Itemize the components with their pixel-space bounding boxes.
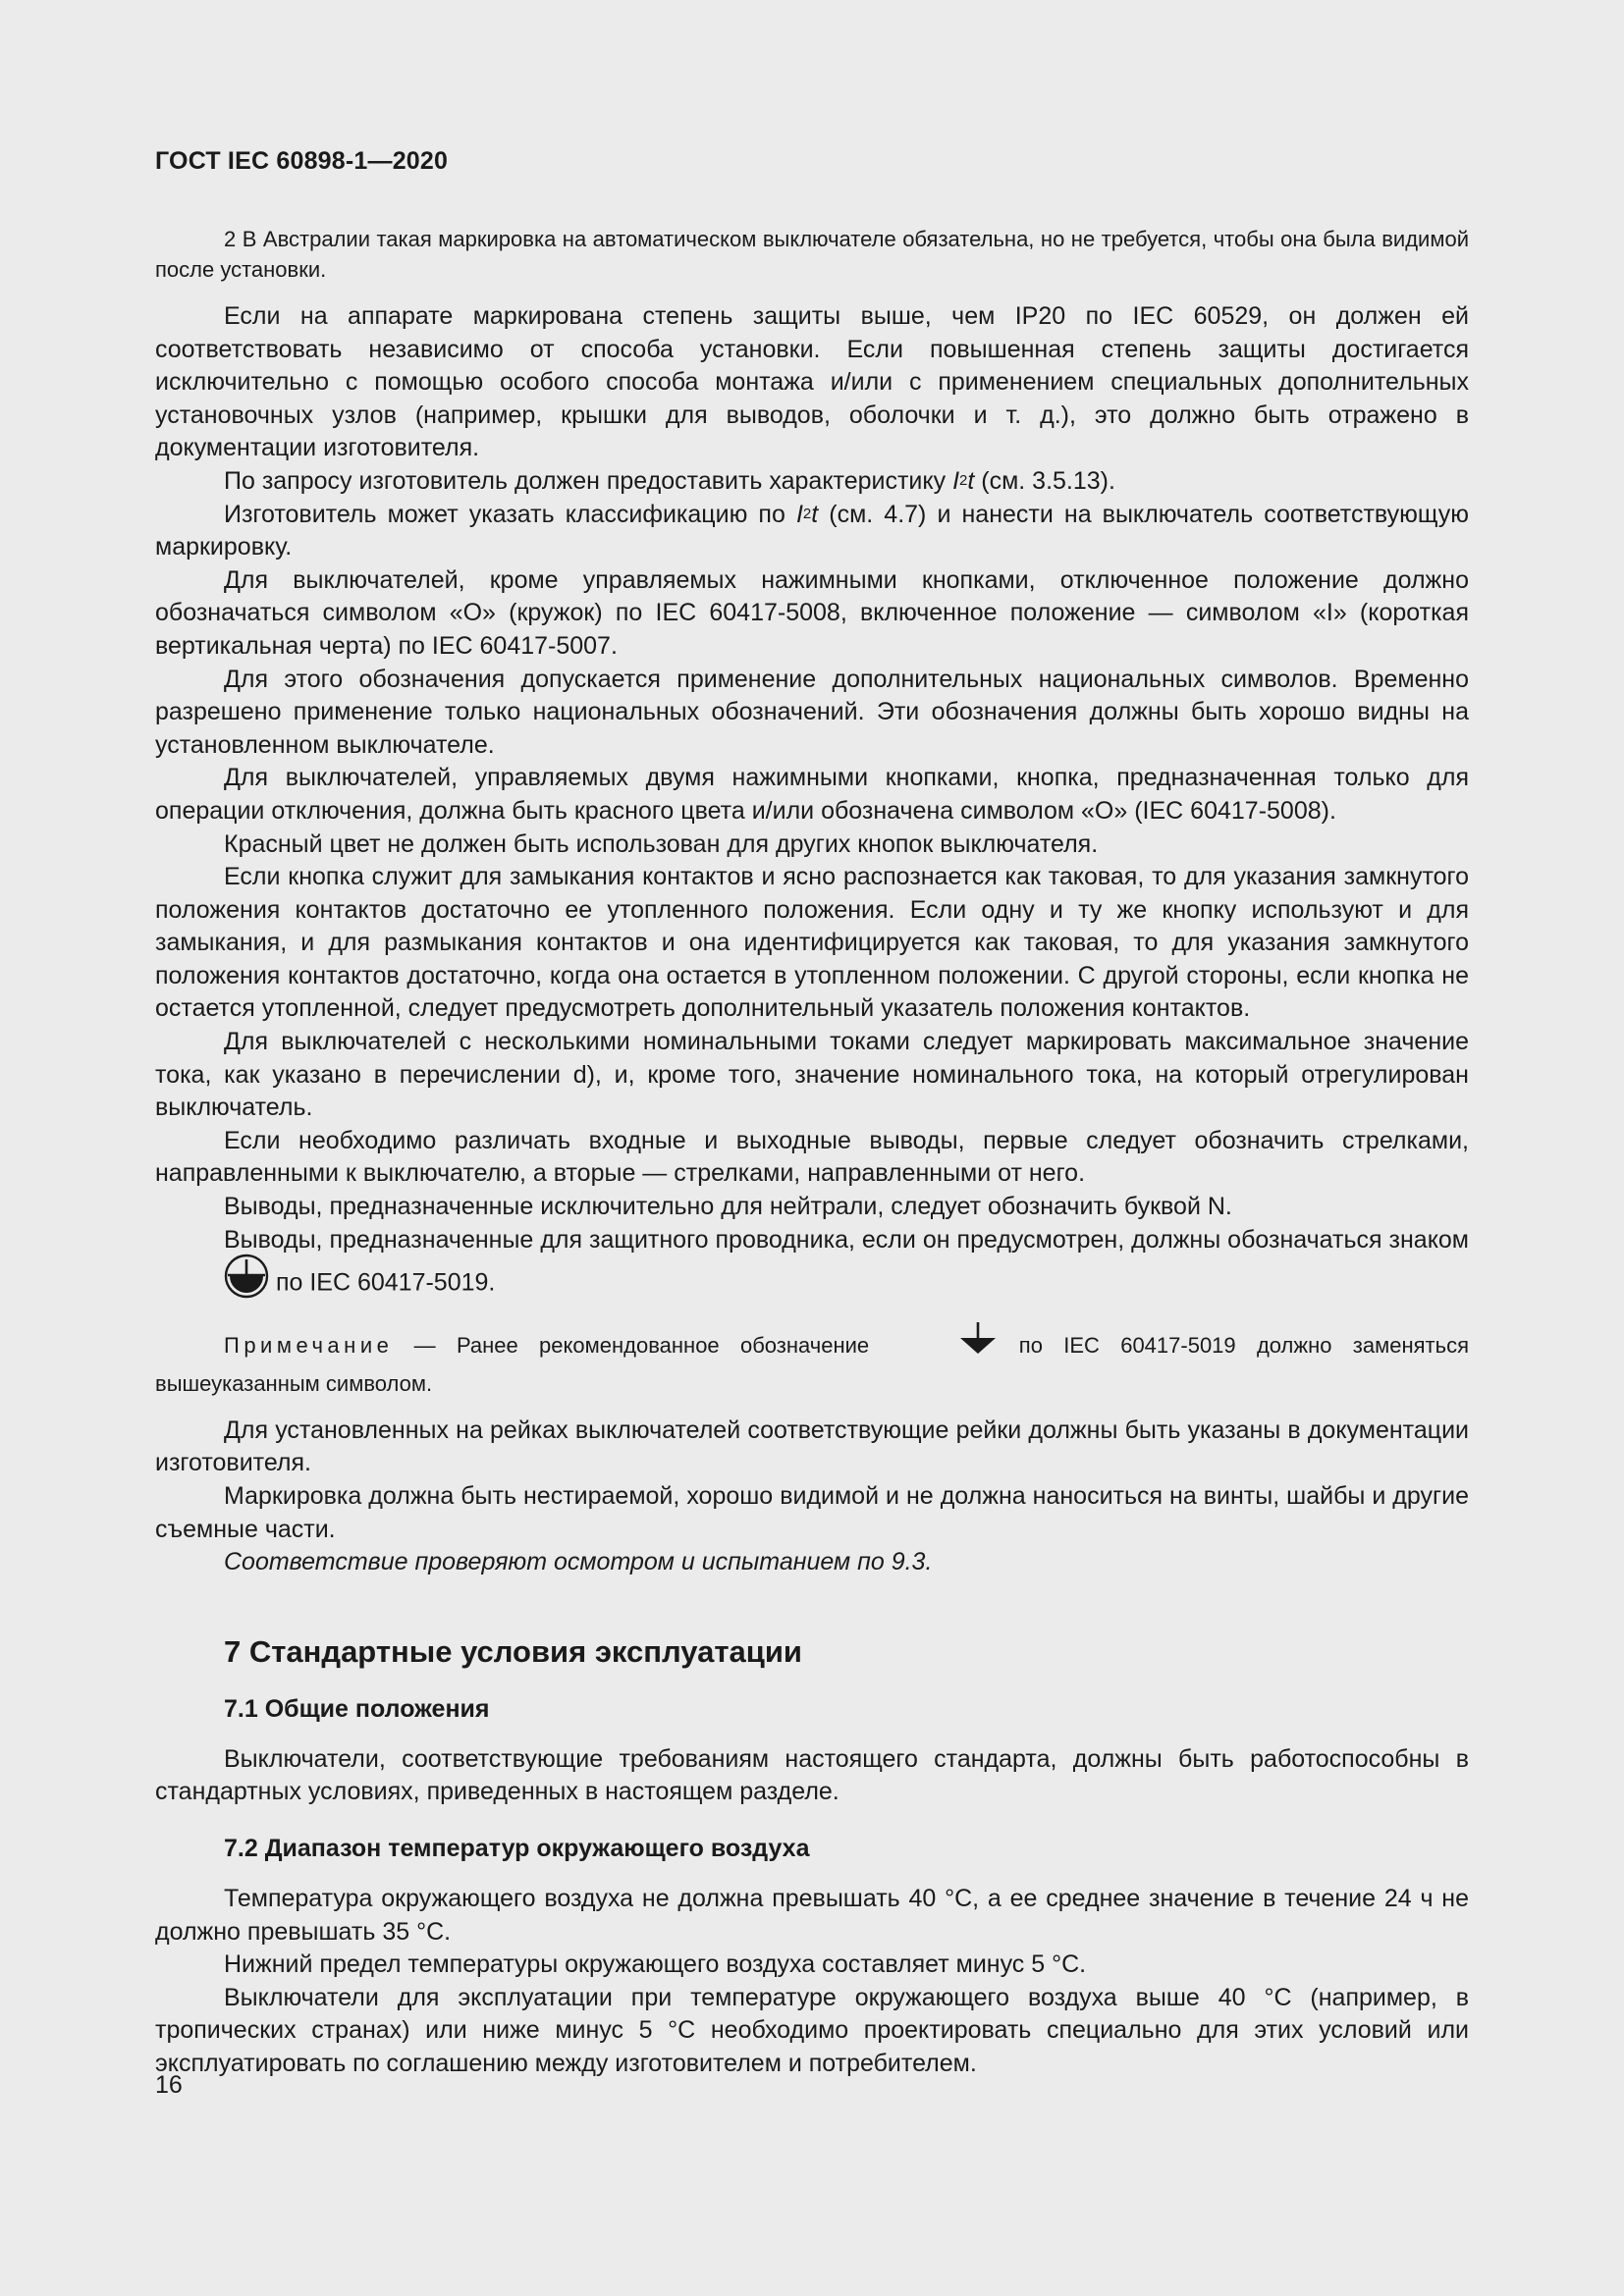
paragraph-multi-current: Для выключателей с несколькими номинальными токами следует маркировать максимальное значение тока, как указано в перечислении d), и, кроме того, значение номинального тока, на который отрегулирован выключатель. bbox=[155, 1028, 1469, 1122]
paragraph-national-symbols: Для этого обозначения допускается применение дополнительных национальных символов. Временно разрешено применение только национальных обозначений. Эти обозначения должны быть хорошо видны на установленном выключателе. bbox=[155, 665, 1469, 759]
paragraph-terminals: Если необходимо различать входные и выходные выводы, первые следует обозначить стрелками, направленными к выключателю, а вторые — стрелками, направленными от него. bbox=[155, 1126, 1469, 1188]
text-segment: — Ранее рекомендованное обозначение bbox=[393, 1332, 891, 1358]
document-body bbox=[155, 224, 1469, 2081]
paragraph-ip-protection: Если на аппарате маркирована степень защиты выше, чем IP20 по IEC 60529, он должен ей соответствовать независимо от способа установки. Если повышенная степень защиты достигается исключительно с помощью особого способа монтажа и/или с применением специальных дополнительных установочных узлов (например, крышки для выводов, оболочки и т. д.), это должно быть отражено в документации изготовителя. bbox=[155, 302, 1469, 462]
paragraph-rails: Для установленных на рейках выключателей соответствующие рейки должны быть указаны в документации изготовителя. bbox=[155, 1415, 1469, 1477]
paragraph-on-off-symbols: Для выключателей, кроме управляемых нажимными кнопками, отключенное положение должно обозначаться символом «O» (кружок) по IEC 60417-5008, включенное положение — символом «I» (короткая вертикальная черта) по IEC 60417-5007. bbox=[155, 565, 1469, 660]
page-number: 16 bbox=[155, 2071, 183, 2099]
protective-earth-icon bbox=[155, 1254, 269, 1308]
section-7-2-title: 7.2 Диапазон температур окружающего воздуха bbox=[224, 1834, 810, 1862]
text-segment: По запросу изготовитель должен предоставить характеристику bbox=[224, 466, 953, 495]
i2t-symbol: I bbox=[952, 466, 960, 495]
text-segment: по IEC 60417-5019 должно заменяться вышеуказанным символом. bbox=[155, 1332, 1469, 1396]
paragraph-durable-marking: Маркировка должна быть нестираемой, хорошо видимой и не должна наноситься на винты, шайбы и другие съемные части. bbox=[155, 1482, 1469, 1543]
paragraph-button-closed: Если кнопка служит для замыкания контактов и ясно распознается как таковая, то для указания замкнутого положения контактов достаточно ее утопленного положения. Если одну и ту же кнопку используют и для замыкания, и для размыкания контактов и она идентифицируется как таковая, то для указания замкнутого положения контактов достаточно, когда она остается в утопленном положении. С другой стороны, если кнопка не остается утопленной, следует предусмотреть дополнительный указатель положения контактов. bbox=[155, 863, 1469, 1023]
section-7-1-title: 7.1 Общие положения bbox=[224, 1694, 490, 1723]
superscript: 2 bbox=[959, 471, 968, 489]
earth-icon bbox=[890, 1322, 998, 1365]
i2t-symbol: I bbox=[795, 500, 803, 528]
text-segment: (см. 4.7) и нанести на выключатель соответствующую маркировку. bbox=[155, 500, 1469, 561]
paragraph-neutral: Выводы, предназначенные исключительно для нейтрали, следует обозначить буквой N. bbox=[224, 1193, 1232, 1221]
note-label: Примечание bbox=[224, 1332, 394, 1358]
section-7-title: 7 Стандартные условия эксплуатации bbox=[224, 1633, 802, 1669]
i2t-symbol-t: t bbox=[811, 500, 819, 528]
paragraph-i2t-classification bbox=[155, 499, 1469, 564]
text-segment: Изготовитель может указать классификацию по bbox=[224, 500, 796, 528]
paragraph-7-1: Выключатели, соответствующие требованиям настоящего стандарта, должны быть работоспособны в стандартных условиях, приведенных в настоящем разделе. bbox=[155, 1744, 1469, 1806]
note-earth-symbol bbox=[155, 1325, 1469, 1399]
paragraph-7-2-min-temp: Нижний предел температуры окружающего воздуха составляет минус 5 °C. bbox=[224, 1950, 1087, 1979]
paragraph-i2t-request bbox=[155, 465, 1469, 499]
superscript: 2 bbox=[802, 505, 812, 522]
text-segment: по IEC 60417-5019. bbox=[269, 1268, 496, 1297]
text-segment: (см. 3.5.13). bbox=[974, 466, 1115, 495]
note-australia: 2 В Австралии такая маркировка на автоматическом выключателе обязательна, но не требуется, чтобы она была видимой после установки. bbox=[155, 227, 1469, 282]
i2t-symbol-t: t bbox=[967, 466, 975, 495]
text-segment: Выводы, предназначенные для защитного проводника, если он предусмотрен, должны обозначаться знаком bbox=[224, 1225, 1469, 1254]
paragraph-red-color: Красный цвет не должен быть использован для других кнопок выключателя. bbox=[224, 829, 1099, 858]
paragraph-compliance: Соответствие проверяют осмотром и испытанием по 9.3. bbox=[224, 1548, 933, 1576]
document-page bbox=[155, 0, 1469, 2296]
document-header: ГОСТ IEC 60898-1—2020 bbox=[155, 147, 449, 175]
paragraph-two-buttons: Для выключателей, управляемых двумя нажимными кнопками, кнопка, предназначенная только для операции отключения, должна быть красного цвета и/или обозначена символом «O» (IEC 60417-5008). bbox=[155, 764, 1469, 825]
paragraph-7-2-max-temp: Температура окружающего воздуха не должна превышать 40 °C, а ее среднее значение в течение 24 ч не должно превышать 35 °C. bbox=[155, 1884, 1469, 1946]
paragraph-protective-conductor bbox=[155, 1224, 1469, 1311]
paragraph-7-2-special: Выключатели для эксплуатации при температуре окружающего воздуха выше 40 °C (например, в тропических странах) или ниже минус 5 °C необходимо проектировать специально для этих условий или эксплуатировать по соглашению между изготовителем и потребителем. bbox=[155, 1983, 1470, 2077]
